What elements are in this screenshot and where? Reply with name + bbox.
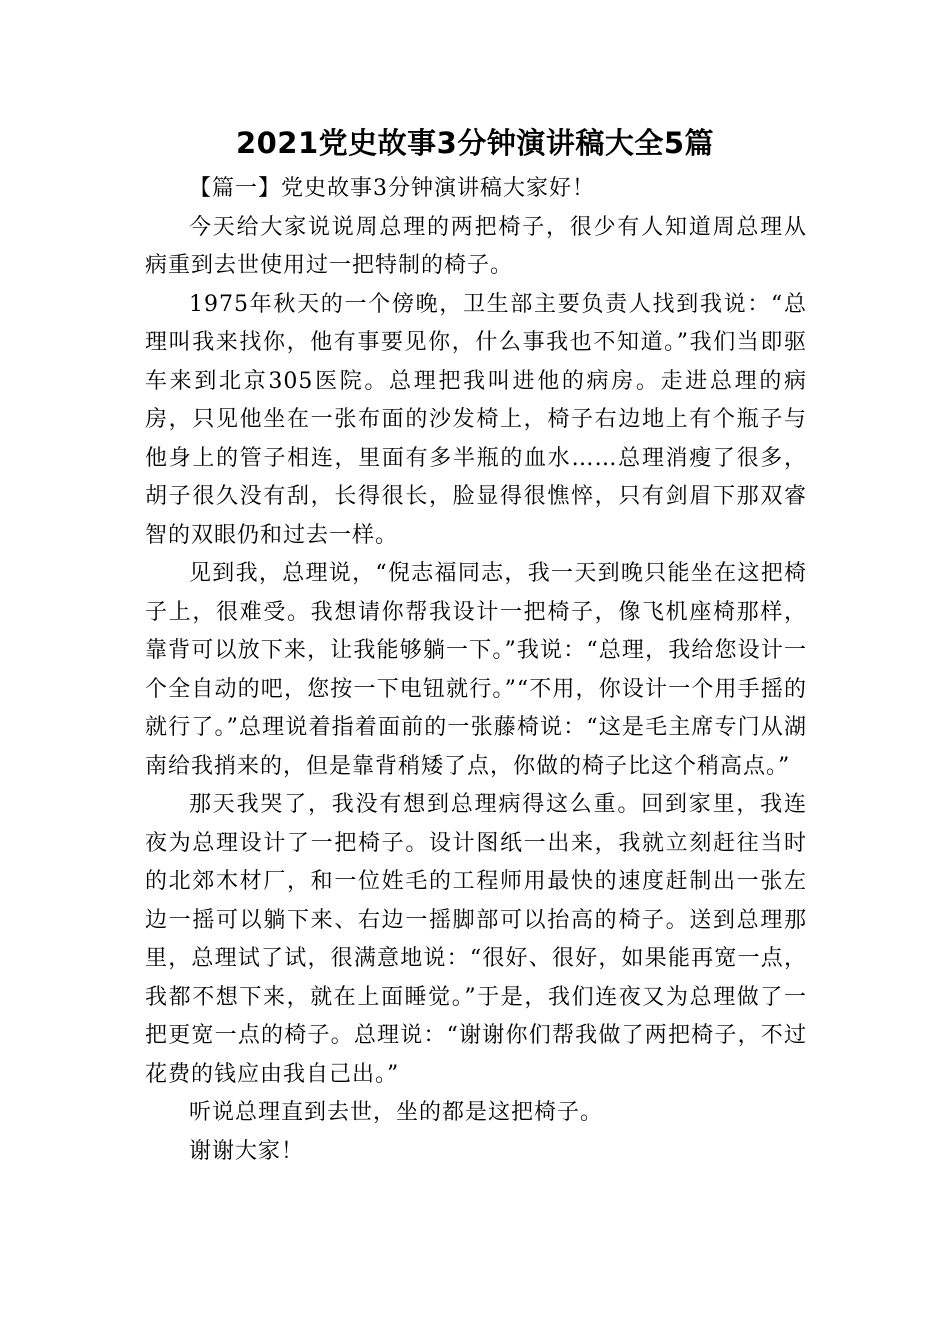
document-body xyxy=(145,170,807,1171)
paragraph: 1975年秋天的一个傍晚，卫生部主要负责人找到我说：“总理叫我来找你，他有事要见你，什么事我也不知道。”我们当即驱车来到北京305医院。总理把我叫进他的病房。走进总理的病房，只见他坐在一张布面的沙发椅上，椅子右边地上有个瓶子与他身上的管子相连，里面有多半瓶的血水……总理消瘦了很多，胡子很久没有刮，长得很长，脸显得很憔悴，只有剑眉下那双睿智的双眼仍和过去一样。 xyxy=(145,291,807,548)
document-title: 2021党史故事3分钟演讲稿大全5篇 xyxy=(235,126,715,160)
paragraph: 今天给大家说说周总理的两把椅子，很少有人知道周总理从病重到去世使用过一把特制的椅子。 xyxy=(145,214,807,278)
paragraph-closing: 谢谢大家！ xyxy=(189,1138,305,1164)
paragraph: 那天我哭了，我没有想到总理病得这么重。回到家里，我连夜为总理设计了一把椅子。设计图纸一出来，我就立刻赶往当时的北郊木材厂，和一位姓毛的工程师用最快的速度赶制出一张左边一摇可以躺下来、右边一摇脚部可以抬高的椅子。送到总理那里，总理试了试，很满意地说：“很好、很好，如果能再宽一点，我都不想下来，就在上面睡觉。”于是，我们连夜又为总理做了一把更宽一点的椅子。总理说：“谢谢你们帮我做了两把椅子，不过花费的钱应由我自己出。” xyxy=(145,792,807,1087)
paragraph-heading: 【篇一】党史故事3分钟演讲稿大家好！ xyxy=(189,176,595,201)
paragraph: 听说总理直到去世，坐的都是这把椅子。 xyxy=(189,1100,604,1125)
paragraph: 见到我，总理说，“倪志福同志，我一天到晚只能坐在这把椅子上，很难受。我想请你帮我设计一把椅子，像飞机座椅那样，靠背可以放下来，让我能够躺一下。”我说：“总理，我给您设计一个全自动的吧，您按一下电钮就行。”“不用，你设计一个用手摇的就行了。”总理说着指着面前的一张藤椅说：“这是毛主席专门从湖南给我捎来的，但是靠背稍矮了点，你做的椅子比这个稍高点。” xyxy=(145,561,807,779)
